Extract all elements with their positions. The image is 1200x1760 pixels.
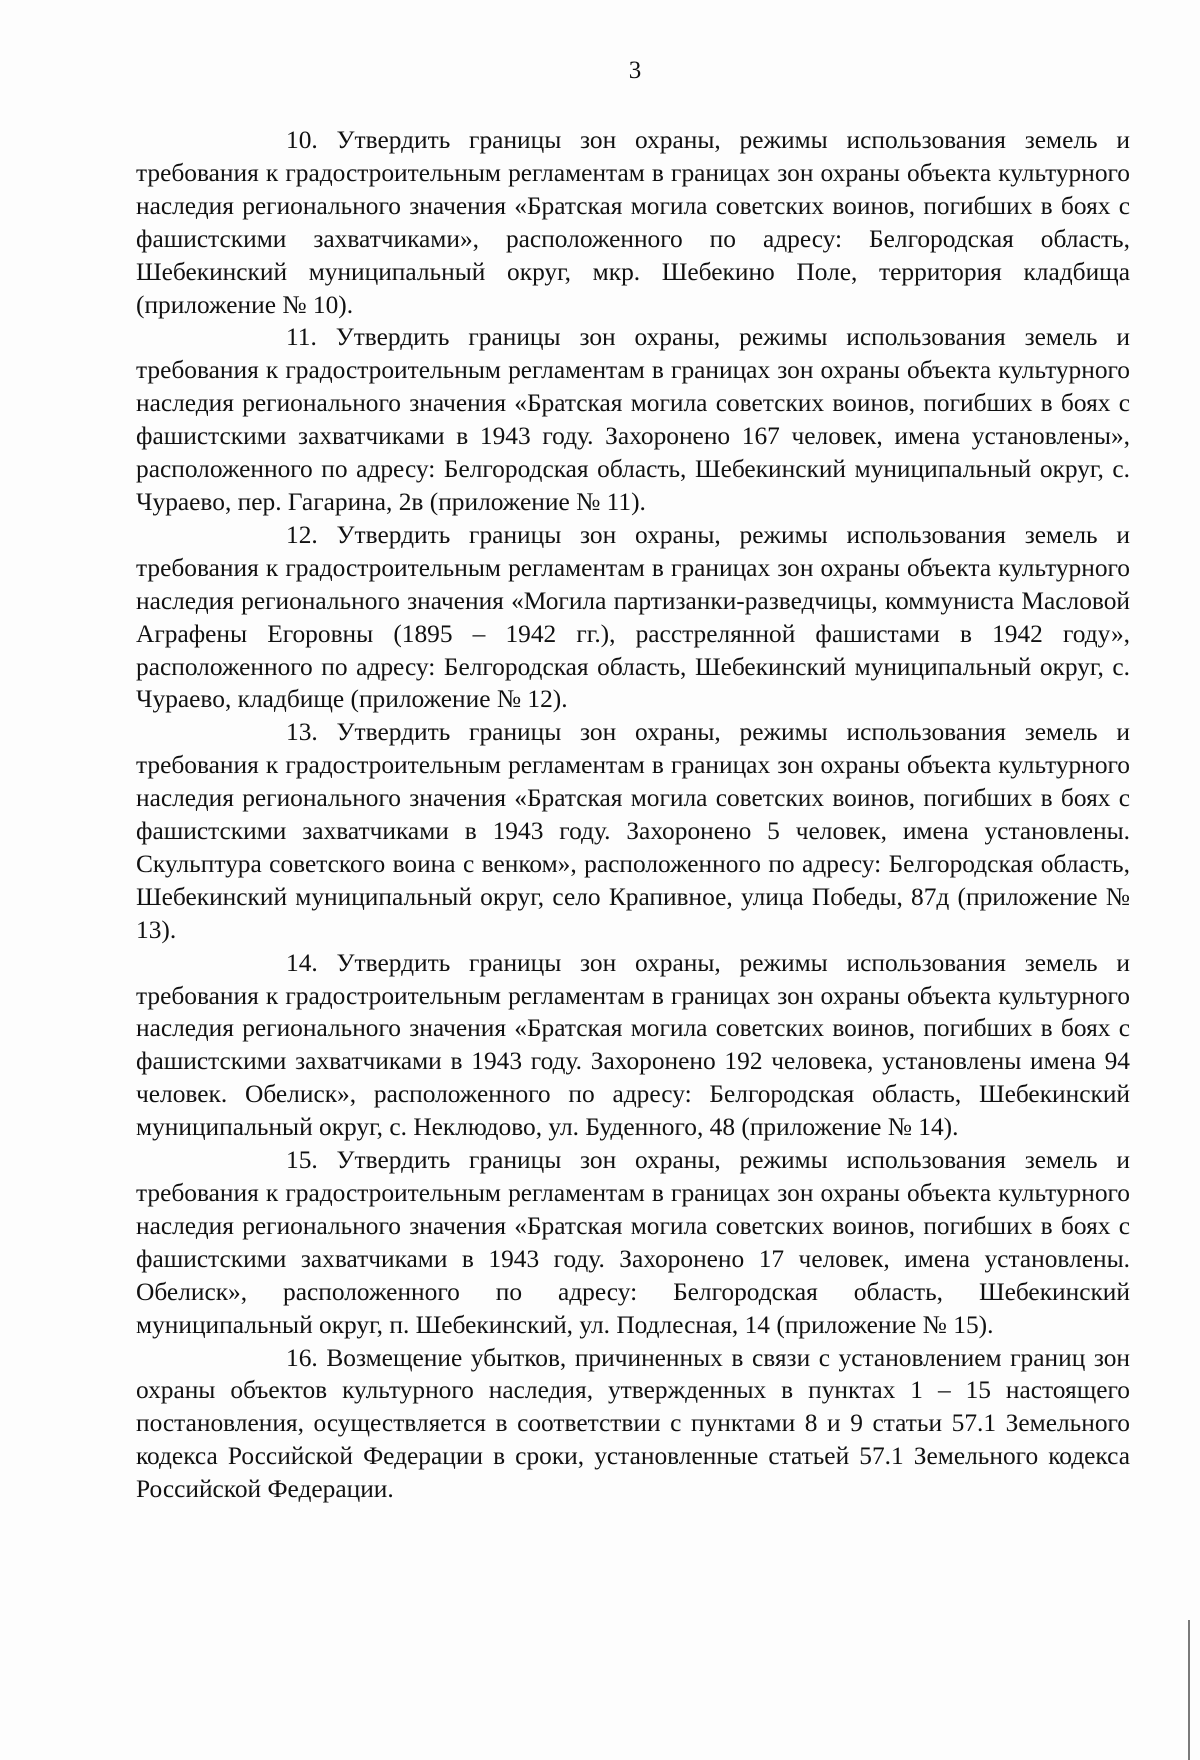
paragraph-12 xyxy=(136,519,1130,716)
paragraph-text: Утвердить границы зон охраны, режимы использования земель и требования к градостроительным регламентам в границах зон охраны объекта культурного наследия регионального значения «Братская могила советских воинов, погибших в боях с фашистскими захватчиками в 1943 году. Захоронено 5 человек, имена установлены. Скульптура советского воина с венком», расположенного по адресу: Белгородская область, Шебекинский муниципальный округ, село Крапивное, улица Победы, 87д (приложение № 13). xyxy=(136,718,1130,944)
paragraph-14 xyxy=(136,947,1130,1144)
paragraph-11 xyxy=(136,321,1130,518)
paragraph-text: Возмещение убытков, причиненных в связи с установлением границ зон охраны объектов культурного наследия, утвержденных в пунктах 1 – 15 настоящего постановления, осуществляется в соответствии с пунктами 8 и 9 статьи 57.1 Земельного кодекса Российской Федерации в сроки, установленные статьей 57.1 Земельного кодекса Российской Федерации. xyxy=(136,1343,1130,1504)
paragraph-number: 10. xyxy=(286,126,318,154)
document-body xyxy=(136,124,1130,1506)
paragraph-number: 14. xyxy=(286,948,318,977)
scan-edge-line xyxy=(1188,1620,1190,1760)
page-number: 3 xyxy=(628,57,642,84)
paragraph-number: 16. xyxy=(286,1343,318,1372)
paragraph-number: 12. xyxy=(286,520,318,549)
paragraph-number: 13. xyxy=(286,718,318,747)
paragraph-16 xyxy=(136,1342,1130,1507)
paragraph-13 xyxy=(136,716,1130,946)
paragraph-text: Утвердить границы зон охраны, режимы использования земель и требования к градостроительным регламентам в границах зон охраны объекта культурного наследия регионального значения «Братская могила советских воинов, погибших в боях с фашистскими захватчиками в 1943 году. Захоронено 17 человек, имена установлены. Обелиск», расположенного по адресу: Белгородская область, Шебекинский муниципальный округ, п. Шебекинский, ул. Подлесная, 14 (приложение № 15). xyxy=(136,1146,1130,1339)
paragraph-number: 11. xyxy=(286,323,317,352)
paragraph-text: Утвердить границы зон охраны, режимы использования земель и требования к градостроительным регламентам в границах зон охраны объекта культурного наследия регионального значения «Братская могила советских воинов, погибших в боях с фашистскими захватчиками», расположенного по адресу: Белгородская область, Шебекинский муниципальный округ, мкр. Шебекино Поле, территория кладбища (приложение № 10). xyxy=(136,126,1130,319)
paragraph-text: Утвердить границы зон охраны, режимы использования земель и требования к градостроительным регламентам в границах зон охраны объекта культурного наследия регионального значения «Могила партизанки-разведчицы, коммуниста Масловой Аграфены Егоровны (1895 – 1942 гг.), расстрелянной фашистами в 1942 году», расположенного по адресу: Белгородская область, Шебекинский муниципальный округ, с. Чураево, кладбище (приложение № 12). xyxy=(136,520,1130,714)
paragraph-text: Утвердить границы зон охраны, режимы использования земель и требования к градостроительным регламентам в границах зон охраны объекта культурного наследия регионального значения «Братская могила советских воинов, погибших в боях с фашистскими захватчиками в 1943 году. Захоронено 167 человек, имена установлены», расположенного по адресу: Белгородская область, Шебекинский муниципальный округ, с. Чураево, пер. Гагарина, 2в (приложение № 11). xyxy=(136,323,1130,516)
paragraph-15 xyxy=(136,1144,1130,1341)
paragraph-number: 15. xyxy=(286,1146,318,1175)
paragraph-10 xyxy=(136,124,1130,321)
paragraph-text: Утвердить границы зон охраны, режимы использования земель и требования к градостроительным регламентам в границах зон охраны объекта культурного наследия регионального значения «Братская могила советских воинов, погибших в боях с фашистскими захватчиками в 1943 году. Захоронено 192 человека, установлены имена 94 человек. Обелиск», расположенного по адресу: Белгородская область, Шебекинский муниципальный округ, с. Неклюдово, ул. Буденного, 48 (приложение № 14). xyxy=(136,948,1130,1142)
